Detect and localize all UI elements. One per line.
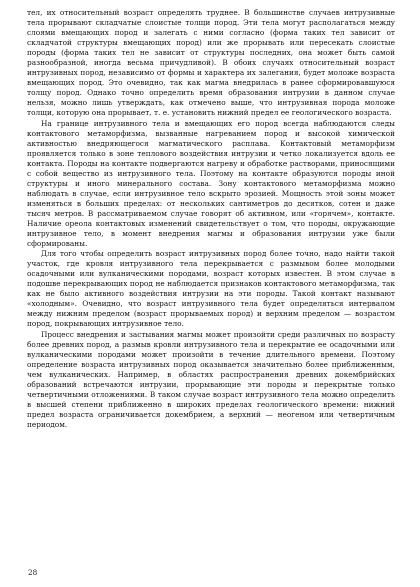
paragraph-age-determination-process: Процесс внедрения и застывания магмы может произойти среди различных по возрасту более древних пород, а размыв кровли интрузивного тела и перекрытие ее осадочными или вулканическими породами может произойти в течение длительного времени. Поэтому определение возраста интрузивных пород оказывается значительно более приближенным, чем вулканических. Например, в областях распространения древних докембрийских образований встречаются интрузии, прорывающие эти породы и перекрытые только четвертичными отложениями. В таком случае возраст интрузивного тела можно определить в высшей степени приближенно в широких пределах геологического времени: нижний предел возраста ограничивается докембрием, а верхний — неогеном или четвертичным периодом.: [27, 329, 395, 429]
page-number: 28: [28, 568, 38, 577]
paragraph-cold-contact: Для того чтобы определить возраст интрузивных пород более точно, надо найти такой участок, где кровля интрузивного тела перекрывается с размывом более молодыми осадочными или вулканическими породами, возраст которых известен. В этом случае в подошве перекрывающих пород не наблюдается признаков контактового метаморфизма, так как не было активного воздействия интрузии на эти породы. Такой контакт называют «холодным». Очевидно, что возраст интрузивного тела будет определяться интервалом между нижним пределом (возраст прорываемых пород) и верхним пределом — возрастом пород, покрывающих интрузивное тело.: [27, 249, 395, 329]
paragraph-intrusion-relative-age: тел, их относительный возраст определять труднее. В большинстве случаев интрузивные тела прорывают складчатые слоистые толщи пород. Эти тела могут располагаться между слоями вмещающих пород и залегать с ними согласно (форма таких тел зависит от складчатой структуры вмещающих пород) или же прорывать или пересекать слоистые породы (форма таких тел не зависит от структуры последних, она может быть самой разнообразной, иногда весьма причудливой). В обоих случаях относительный возраст интрузивных пород, независимо от формы и характера их залегания, будет моложе возраста вмещающих пород. Это очевидно, так как магма внедрилась в ранее сформировавшуюся толщу пород. Однако точно определить время образования интрузии в данном случае нельзя, можно лишь утверждать, как отмечено выше, что интрузивная порода моложе толщи, которую она прорывает, т. е. установить нижний предел ее геологического возраста.: [27, 8, 395, 118]
page-text-block: [27, 8, 395, 430]
paragraph-contact-metamorphism: На границе интрузивного тела и вмещающих его пород всегда наблюдаются следы контактового метаморфизма, вызванные нагреванием пород и высокой химической активностью внедряющегося магматического расплава. Контактовый метаморфизм проявляется только в зоне теплового воздействия интрузии и четко локализуется вдоль ее контакта. Породы на контакте подвергаются нагреву и обработке растворами, приносящими с собой вещество из интрузивного тела. Поэтому на контакте образуются породы иной структуры и иного минерального состава. Зону контактового метаморфизма можно наблюдать в случае, если интрузивное тело вскрыто эрозией. Мощность этой зоны может изменяться в больших пределах: от нескольких сантиметров до десятков, сотен и даже тысяч метров. В рассматриваемом случае говорят об активном, или «горячем», контакте. Наличие ореола контактовых изменений свидетельствует о том, что породы, окружающие интрузивное тело, в момент внедрения магмы и образования интрузии уже были сформированы.: [27, 118, 395, 249]
